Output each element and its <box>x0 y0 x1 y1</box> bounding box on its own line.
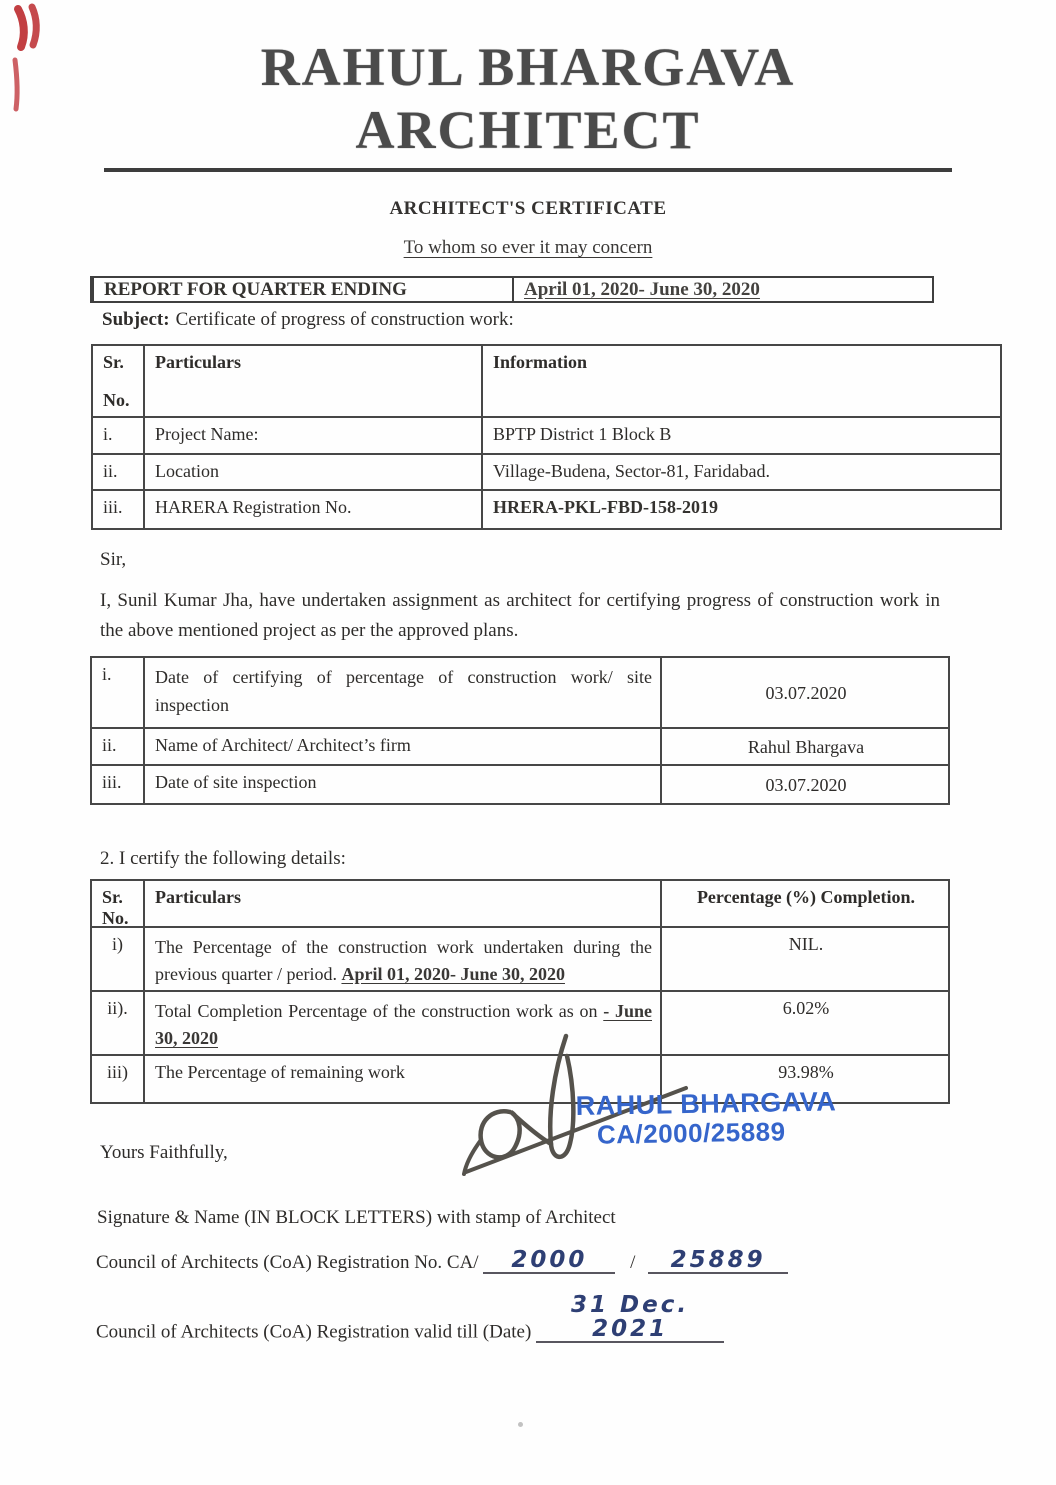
coa-reg-blank-number <box>648 1248 788 1274</box>
coa-registration-label: Council of Architects (CoA) Registration No. CA/ <box>96 1252 479 1274</box>
project-row-particulars: Project Name: <box>145 418 483 455</box>
intro-paragraph: I, Sunil Kumar Jha, have undertaken assignment as architect for certifying progress of construction work in the above mentioned project as per the approved plans. <box>100 590 940 641</box>
completion-row-value: 6.02% <box>662 992 948 1056</box>
underlined-period: - June 30, 2020 <box>155 1001 652 1049</box>
coa-validity-label: Council of Architects (CoA) Registration valid till (Date) <box>96 1321 532 1343</box>
report-quarter-period: April 01, 2020- June 30, 2020 <box>512 278 932 301</box>
certify-heading: 2. I certify the following details: <box>100 848 346 870</box>
completion-row-value: NIL. <box>662 928 948 992</box>
certificate-heading: ARCHITECT'S CERTIFICATE <box>389 198 667 220</box>
inspection-row-sr: iii. <box>92 766 145 803</box>
completion-header-particulars: Particulars <box>145 881 662 928</box>
concern-line: To whom so ever it may concern <box>403 237 653 259</box>
subject-label: Subject: <box>102 309 170 331</box>
architect-stamp <box>575 1086 837 1150</box>
coa-reg-separator: / <box>630 1252 636 1274</box>
coa-registration-line <box>96 1248 1056 1274</box>
completion-row-sr: ii). <box>92 992 145 1056</box>
project-header-particulars: Particulars <box>145 346 483 418</box>
red-scan-marks <box>4 2 46 117</box>
salutation: Sir, <box>100 549 127 571</box>
completion-header-sr: Sr. No. <box>92 881 145 928</box>
report-quarter-label: REPORT FOR QUARTER ENDING <box>104 278 407 300</box>
scan-speck <box>518 1422 523 1427</box>
completion-row-sr: iii) <box>92 1056 145 1102</box>
project-row-sr: iii. <box>93 491 145 528</box>
handwritten-year: 2000 <box>511 1247 588 1274</box>
underlined-period: April 01, 2020- June 30, 2020 <box>341 964 565 985</box>
stamp-name: RAHUL BHARGAVA <box>575 1086 837 1122</box>
signature-name-line: Signature & Name (IN BLOCK LETTERS) with stamp of Architect <box>97 1207 616 1229</box>
inspection-row-value: Rahul Bhargava <box>662 729 948 766</box>
inspection-row-value: 03.07.2020 <box>662 658 948 729</box>
letterhead-name: RAHUL BHARGAVA <box>260 37 796 97</box>
project-row-information: Village-Budena, Sector-81, Faridabad. <box>483 455 1000 491</box>
project-header-sr: Sr. No. <box>93 346 145 418</box>
inspection-row-particulars: Date of certifying of percentage of construction work/ site inspection <box>145 658 662 729</box>
letterhead-title: ARCHITECT <box>355 100 701 161</box>
inspection-row-particulars: Date of site inspection <box>145 766 662 803</box>
coa-validity-blank <box>536 1293 724 1343</box>
subject-text: Certificate of progress of construction work: <box>175 309 514 331</box>
yours-faithfully: Yours Faithfully, <box>100 1142 228 1164</box>
project-row-sr: ii. <box>93 455 145 491</box>
project-info-table <box>91 344 1002 530</box>
completion-row-particulars: The Percentage of remaining work <box>145 1056 662 1102</box>
project-header-information: Information <box>483 346 1000 418</box>
stamp-registration: CA/2000/25889 <box>596 1116 786 1150</box>
coa-validity-line <box>96 1293 1056 1343</box>
project-row-information: BPTP District 1 Block B <box>483 418 1000 455</box>
project-row-sr: i. <box>93 418 145 455</box>
project-row-particulars: Location <box>145 455 483 491</box>
completion-row-value: 93.98% <box>778 1062 834 1083</box>
completion-row-sr: i) <box>92 928 145 992</box>
project-row-particulars: HARERA Registration No. <box>145 491 483 528</box>
inspection-row-value: 03.07.2020 <box>765 775 847 796</box>
coa-reg-blank-year <box>483 1248 615 1274</box>
project-row-information: HRERA-PKL-FBD-158-2019 <box>493 497 718 518</box>
report-quarter-banner <box>90 276 934 303</box>
inspection-row-particulars: Name of Architect/ Architect’s firm <box>145 729 662 766</box>
handwritten-valid-date: 31 Dec. 2021 <box>571 1292 690 1343</box>
inspection-row-sr: ii. <box>92 729 145 766</box>
inspection-table <box>90 656 950 805</box>
completion-row-particulars: Total Completion Percentage of the construction work as on - June 30, 2020 <box>145 992 662 1056</box>
inspection-row-sr: i. <box>92 658 145 729</box>
handwritten-number: 25889 <box>670 1247 766 1274</box>
letterhead-rule <box>104 168 952 172</box>
completion-header-value: Percentage (%) Completion. <box>662 881 948 928</box>
completion-row-particulars: The Percentage of the construction work undertaken during the previous quarter / period. April 01, 2020- June 30, 2020 <box>145 928 662 992</box>
subject-line <box>102 309 1056 331</box>
